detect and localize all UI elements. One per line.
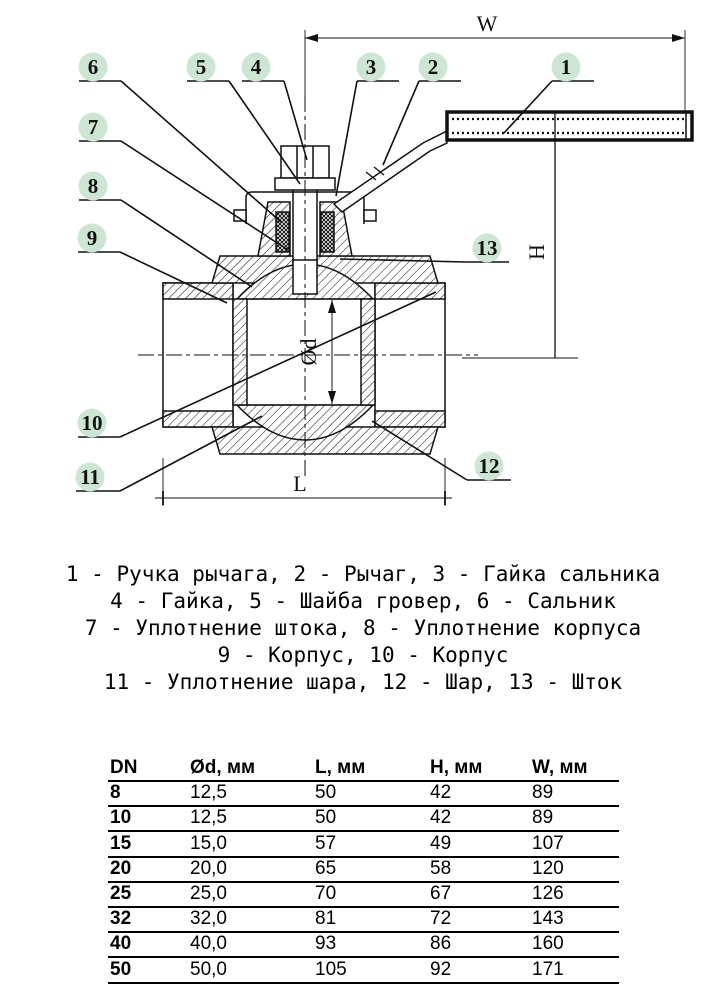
table-cell: 126 (532, 882, 564, 904)
table-row (108, 958, 619, 983)
svg-text:10: 10 (81, 411, 103, 435)
table-cell: 40,0 (190, 933, 227, 955)
parts-legend (0, 561, 726, 696)
table-cell: 50 (315, 807, 337, 829)
table-cell: 67 (430, 882, 452, 904)
table-cell: 10 (110, 807, 132, 829)
callout-8 (79, 172, 253, 288)
dimensions-table (108, 753, 619, 984)
svg-text:2: 2 (427, 55, 439, 79)
table-cell: 72 (430, 908, 452, 930)
table-cell: 15,0 (190, 832, 227, 854)
table-row (108, 807, 619, 832)
callout-number: 1 (560, 55, 572, 79)
table-cell: 58 (430, 857, 452, 879)
legend-line: 4 - Гайка, 5 - Шайба гровер, 6 - Сальник (110, 589, 616, 613)
table-cell: 12,5 (190, 782, 227, 804)
dimension-h (462, 112, 578, 358)
table-cell: 8 (110, 782, 121, 804)
table-cell: 12,5 (190, 807, 227, 829)
header-cell: Ød, мм (190, 757, 256, 778)
table-row (108, 908, 619, 933)
svg-text:6: 6 (87, 55, 99, 79)
svg-text:9: 9 (86, 226, 98, 250)
table-cell: 89 (532, 782, 554, 804)
header-cell: DN (110, 757, 138, 778)
table-cell: 93 (315, 933, 337, 955)
table-cell: 20,0 (190, 857, 227, 879)
table-row (108, 883, 619, 908)
table-cell: 86 (430, 933, 452, 955)
handle-grip (447, 112, 692, 140)
lever-arm (334, 131, 447, 212)
svg-text:7: 7 (87, 115, 99, 139)
table-cell: 120 (532, 857, 564, 879)
table-cell: 171 (532, 958, 564, 980)
table-cell: 160 (532, 933, 564, 955)
dim-label-h: H (524, 244, 549, 260)
callout-7 (79, 113, 289, 251)
dim-label-l: L (293, 471, 307, 496)
table-row (108, 782, 619, 807)
table-cell: 49 (430, 832, 452, 854)
stem (293, 188, 317, 264)
header-cell: L, мм (315, 757, 366, 778)
svg-text:3: 3 (365, 55, 377, 79)
table-cell: 50 (315, 782, 337, 804)
table-cell: 15 (110, 832, 132, 854)
table-cell: 70 (315, 882, 337, 904)
svg-text:8: 8 (87, 174, 99, 198)
table-cell: 20 (110, 857, 132, 879)
table-row (108, 933, 619, 958)
table-cell: 50 (110, 958, 132, 980)
dim-label-bore: Ød (296, 338, 321, 366)
legend-line: 1 - Ручка рычага, 2 - Рычаг, 3 - Гайка сальника (65, 562, 661, 586)
table-cell: 81 (315, 908, 337, 930)
table-cell: 143 (532, 908, 564, 930)
table-cell: 25,0 (190, 882, 227, 904)
callout-4 (242, 53, 308, 161)
svg-text:5: 5 (195, 55, 207, 79)
dimension-bore (296, 300, 336, 404)
ball-seat-right (361, 299, 375, 405)
table-cell: 92 (430, 958, 452, 980)
legend-line: 9 - Корпус, 10 - Корпус (217, 643, 509, 667)
svg-text:12: 12 (478, 454, 500, 478)
table-cell: 107 (532, 832, 564, 854)
table-cell: 42 (430, 782, 452, 804)
table-cell: 89 (532, 807, 554, 829)
table-row (108, 832, 619, 857)
table-row (108, 858, 619, 883)
table-cell: 32 (110, 908, 132, 930)
svg-text:13: 13 (476, 236, 498, 260)
header-cell: H, мм (430, 757, 483, 778)
dimension-l (155, 458, 452, 506)
header-cell: W, мм (532, 757, 588, 778)
table-cell: 42 (430, 807, 452, 829)
dim-label-w: W (476, 11, 498, 36)
table-cell: 32,0 (190, 908, 227, 930)
packing-right (321, 212, 334, 252)
table-cell: 50,0 (190, 958, 227, 980)
ball-seat-left (233, 299, 247, 405)
svg-text:4: 4 (250, 55, 262, 79)
table-cell: 25 (110, 882, 132, 904)
valve-body (163, 112, 692, 454)
table-cell: 40 (110, 933, 132, 955)
table-cell: 65 (315, 857, 337, 879)
legend-line: 11 - Уплотнение шара, 12 - Шар, 13 - Шток (103, 670, 623, 694)
legend-line: 7 - Уплотнение штока, 8 - Уплотнение корпуса (84, 616, 642, 640)
table-cell: 57 (315, 832, 337, 854)
table-header-row (108, 753, 619, 782)
table-cell: 105 (315, 958, 347, 980)
svg-text:11: 11 (80, 465, 100, 489)
